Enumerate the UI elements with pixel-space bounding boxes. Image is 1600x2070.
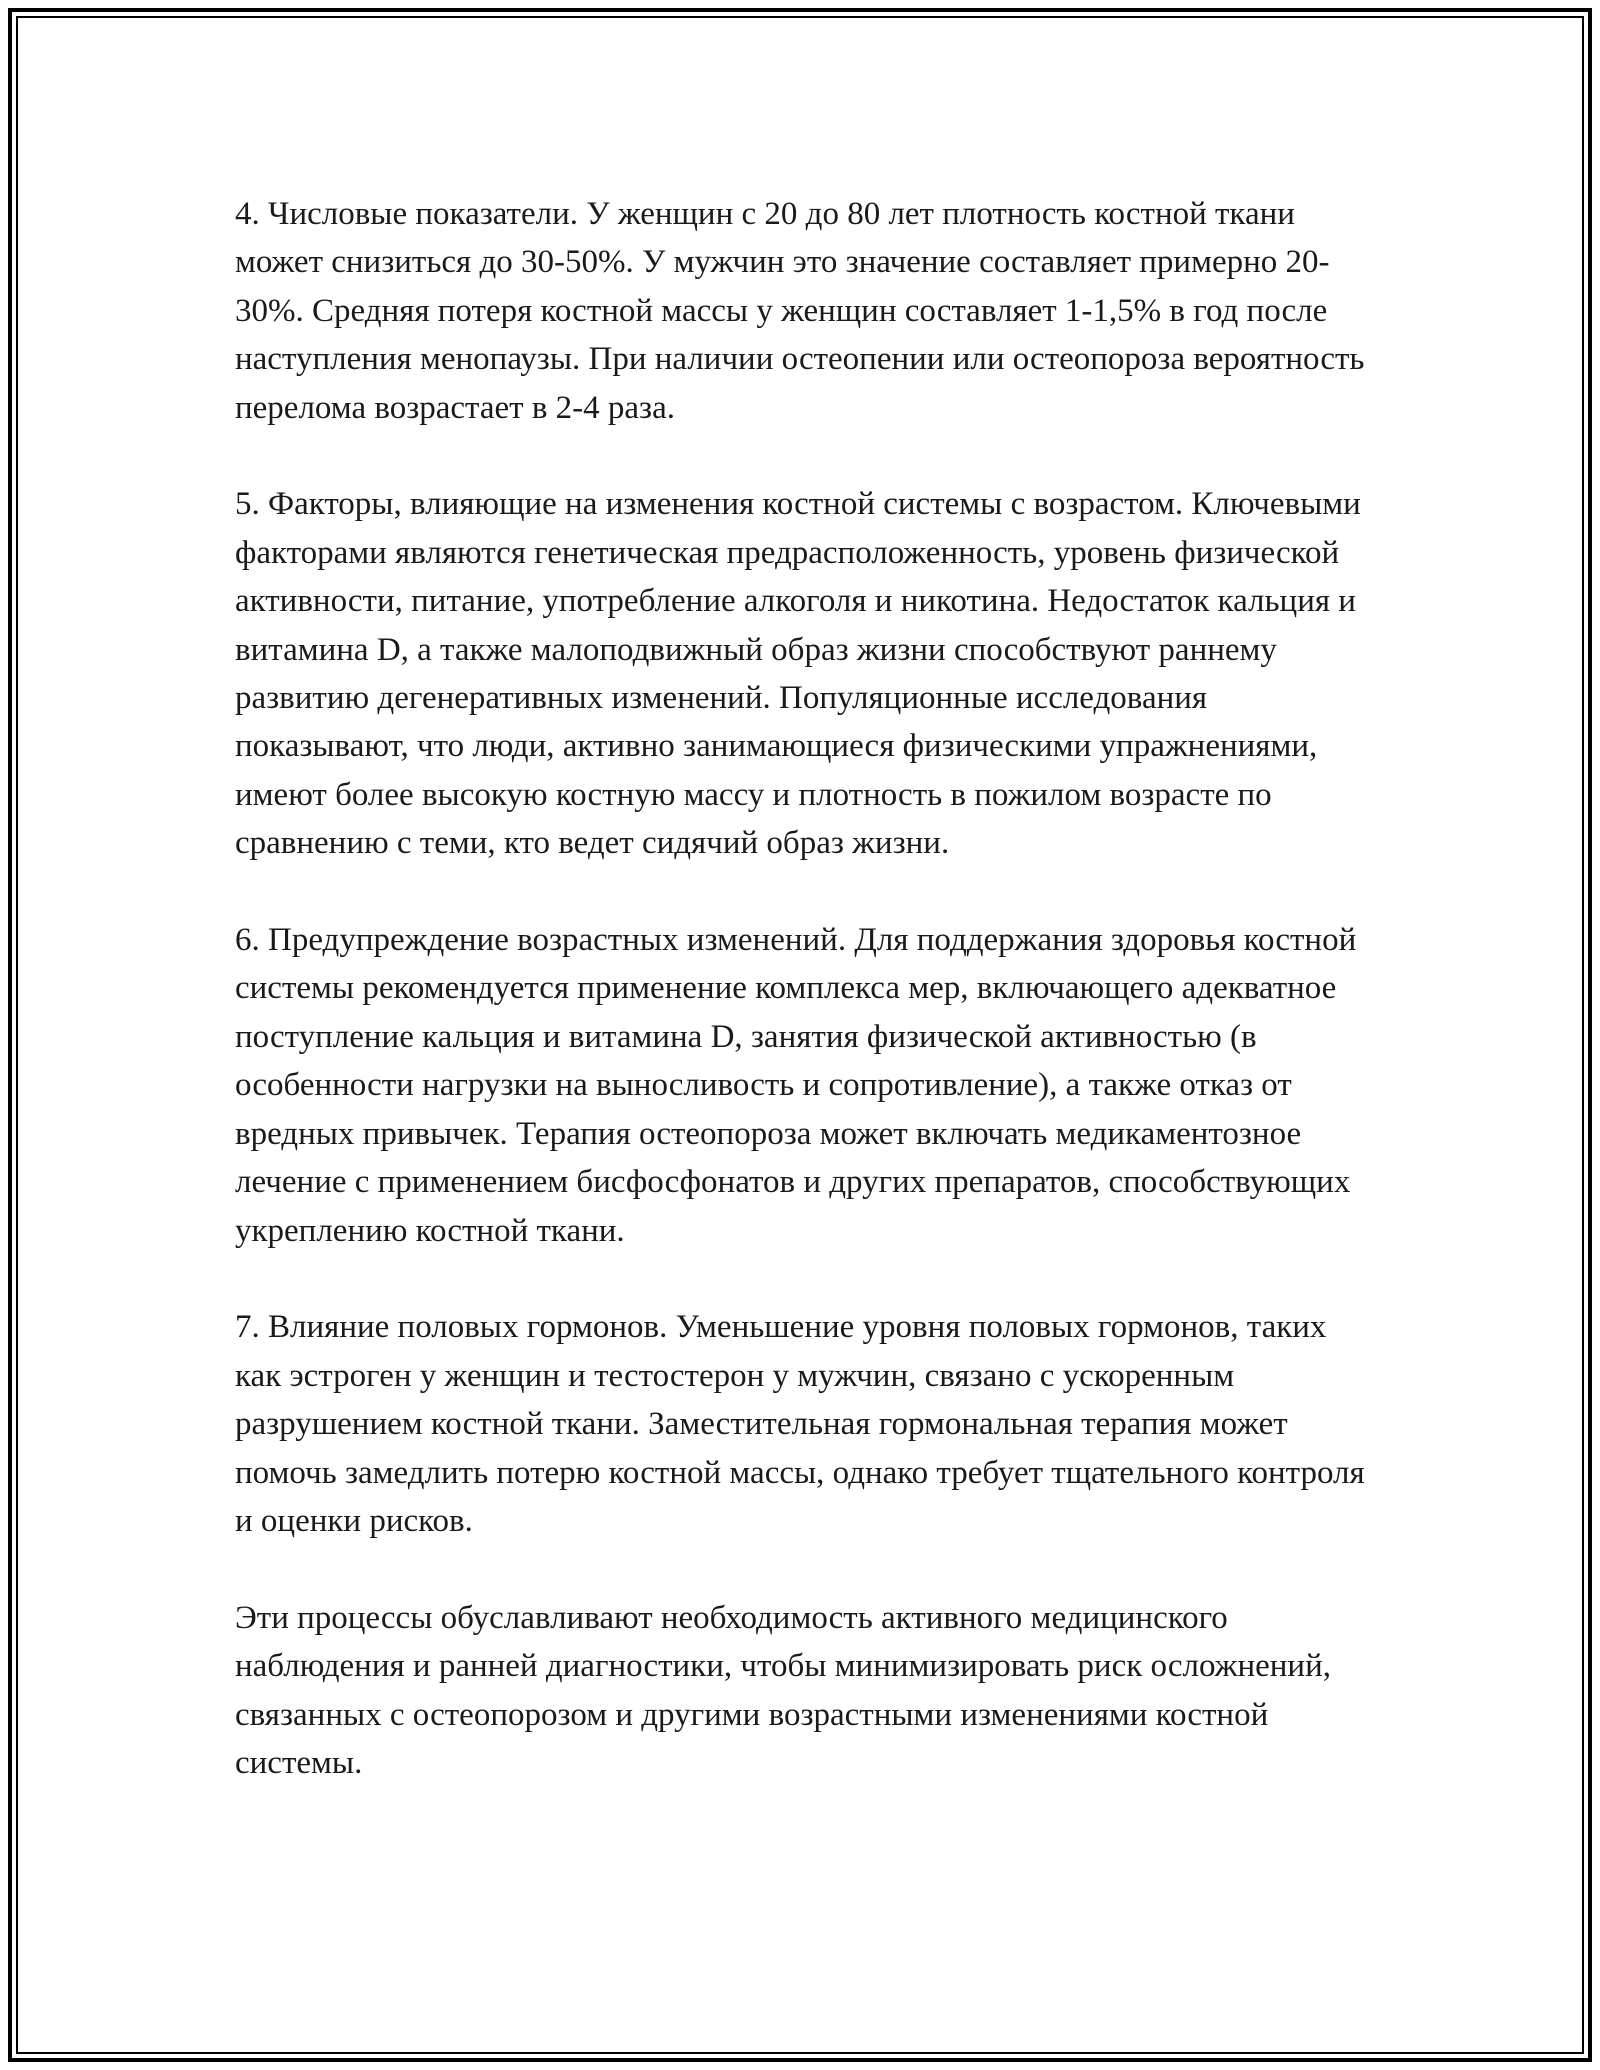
paragraph-conclusion: Эти процессы обуславливают необходимость активного медицинского наблюдения и ранней диагностики, чтобы минимизировать риск осложнений, связанных с остеопорозом и другими возрастными изменениями костной системы. <box>235 1599 1331 1781</box>
paragraph-influencing-factors: 5. Факторы, влияющие на изменения костной системы с возрастом. Ключевыми факторами являются генетическая предрасположенность, уровень физической активности, питание, употребление алкоголя и никотина. Недостаток кальция и витамина D, а также малоподвижный образ жизни способствуют раннему развитию дегенеративных изменений. Популяционные исследования показывают, что люди, активно занимающиеся физическими упражнениями, имеют более высокую костную массу и плотность в пожилом возрасте по сравнению с теми, кто ведет сидячий образ жизни. <box>235 486 1361 862</box>
document-body <box>235 190 1375 1787</box>
paragraph-sex-hormones: 7. Влияние половых гормонов. Уменьшение уровня половых гормонов, таких как эстроген у женщин и тестостерон у мужчин, связано с ускоренным разрушением костной ткани. Заместительная гормональная терапия может помочь замедлить потерю костной массы, однако требует тщательного контроля и оценки рисков. <box>235 1309 1365 1539</box>
paragraph-numeric-indicators: 4. Числовые показатели. У женщин с 20 до 80 лет плотность костной ткани может снизиться до 30-50%. У мужчин это значение составляет примерно 20-30%. Средняя потеря костной массы у женщин составляет 1-1,5% в год после наступления менопаузы. При наличии остеопении или остеопороза вероятность перелома возрастает в 2-4 раза. <box>235 196 1365 426</box>
paragraph-prevention: 6. Предупреждение возрастных изменений. Для поддержания здоровья костной системы рекомендуется применение комплекса мер, включающего адекватное поступление кальция и витамина D, занятия физической активностью (в особенности нагрузки на выносливость и сопротивление), а также отказ от вредных привычек. Терапия остеопороза может включать медикаментозное лечение с применением бисфосфонатов и других препаратов, способствующих укреплению костной ткани. <box>235 922 1357 1249</box>
